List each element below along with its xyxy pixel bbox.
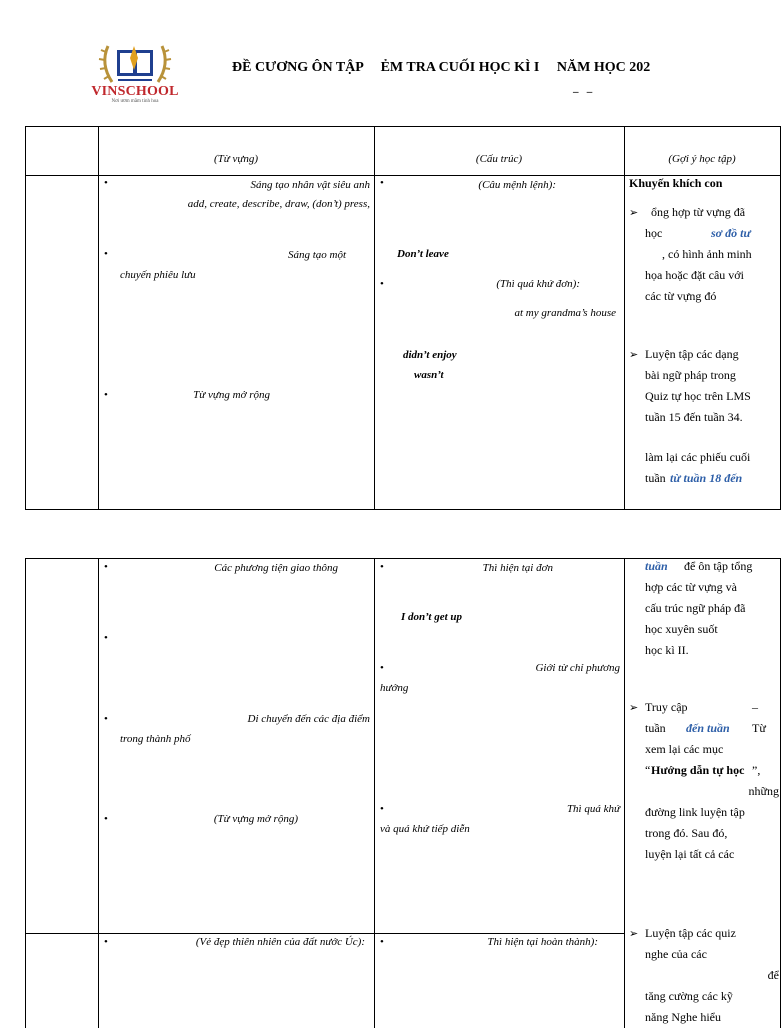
t1-tips-lms: Quiz tự học trên LMS [645,389,751,403]
t2-structure-present-simple: Thì hiện tại đơn [482,562,553,574]
t1-tips-line: bài ngữ pháp trong [645,368,736,382]
t1-vocab-words: add, create, describe, draw, (don’t) press, [187,198,370,210]
t1-structure-example-3: didn’t enjoy [403,349,457,361]
column-header-structure: (Cấu trúc) [475,153,523,165]
t2-tips-line: đường link luyện tập [645,805,745,819]
arrow-bullet-icon: ➢ [629,928,639,940]
bullet: • [104,561,108,573]
t2-tips-line: hợp các từ vựng và [645,580,737,594]
t1-tips-line: các từ vựng đó [645,289,717,303]
t2-tips-line: học xuyên suốt [645,622,718,636]
bullet: • [380,803,384,815]
logo-tagline: Nơi ươm mầm tinh hoa [111,99,159,104]
bullet: • [380,936,384,948]
bullet: • [104,813,108,825]
t2-structure-prepositions-cont: hướng [380,682,409,694]
t2-structure-present-perfect: Thì hiện tại hoàn thành): [487,936,598,948]
title-dashes: – – [573,86,593,98]
t1-structure-imperative: (Câu mệnh lệnh): [478,179,556,191]
t1-tips-week-range: từ tuần 18 đến [670,471,743,485]
t2-tips-line: để [767,968,779,982]
vinschool-logo [90,36,180,108]
t1-tips-line: , có hình ảnh minh [662,247,752,261]
t2-tips-line: để ôn tập tổng [684,559,753,573]
t1-structure-example-2: at my grandma’s house [514,307,616,319]
bullet: • [104,177,108,189]
t2-tips-week-link[interactable]: đến tuần [686,721,730,735]
t2-vocab-city-places: Di chuyển đến các địa điểm [247,713,370,725]
t2-vocab-extended: (Từ vựng mở rộng) [213,813,298,825]
t2-structure-prepositions: Giới từ chỉ phương [535,662,620,674]
column-header-vocab: (Từ vựng) [213,153,259,165]
arrow-bullet-icon: ➢ [629,207,639,219]
t1-tips-line: tuần [645,471,666,485]
t2-tips-line: cấu trúc ngữ pháp đã [645,601,746,615]
arrow-bullet-icon: ➢ [629,349,639,361]
t2-tips-self-study-guide: Hướng dẫn tự học [651,763,745,777]
t1-structure-past-simple: (Thì quá khứ đơn): [496,278,580,290]
t1-vocab-extended: Từ vựng mở rộng [193,389,270,401]
bullet: • [380,278,384,290]
t1-vocab-adventure: Sáng tạo một [287,249,346,261]
bullet: • [104,713,108,725]
t1-tips-line: tuần 15 đến tuần 34. [645,410,743,424]
arrow-bullet-icon: ➢ [629,702,639,714]
t2-tips-line: trong đó. Sau đó, [645,826,728,840]
t2-tips-line: năng Nghe hiểu [645,1010,721,1024]
bullet: • [104,389,108,401]
bullet: • [380,561,384,573]
t2-tips-access: Truy cập [645,700,688,714]
logo-brand: VINSCHOOL [91,84,179,99]
t1-tips-line: ổng hợp từ vựng đã [651,205,746,219]
bullet: • [104,632,108,644]
bullet: • [104,248,108,260]
t1-tips-mindmap: sơ đồ tư [711,226,751,240]
t2-tips-line: tuần [645,721,666,735]
t2-vocab-australia-nature: (Vẻ đẹp thiên nhiên của đất nước Úc): [195,936,365,948]
t2-vocab-city-places-cont: trong thành phố [120,733,191,745]
t2-tips-line: những [748,784,779,798]
t2-tips-line: Luyện tập các quiz [645,926,736,940]
bullet: • [380,177,384,189]
t2-tips-line: luyện lại tất cả các [645,847,735,861]
t2-tips-quote-open: “ [645,763,651,777]
t1-tips-heading: Khuyến khích con [629,176,723,190]
t1-tips-line: Luyện tập các dạng [645,347,739,361]
t1-tips-line: họa hoặc đặt câu với [645,268,744,282]
t1-structure-example-4: wasn’t [414,369,444,381]
t1-vocab-superhero: Sáng tạo nhân vật siêu anh [250,179,370,191]
t2-structure-example-1: I don’t get up [401,611,463,623]
t2-tips-line: xem lại các mục [645,742,724,756]
t2-tips-line: – Từ [752,700,766,735]
t2-structure-past-tenses: Thì quá khứ [566,803,620,815]
t2-tips-week: tuần [645,559,668,573]
document-title: ĐỀ CƯƠNG ÔN TẬP ẺM TRA CUỐI HỌC KÌ I NĂM HỌC 202 [232,60,651,75]
t2-structure-past-tenses-cont: và quá khứ tiếp diễn [380,823,470,835]
t2-tips-line: nghe của các [645,947,707,961]
t1-tips-line: làm lại các phiếu cuối [645,450,751,464]
t2-vocab-transport: Các phương tiện giao thông [214,562,338,574]
bullet: • [380,662,384,674]
bullet: • [104,936,108,948]
t2-tips-quote-close: ”, [752,763,761,777]
t1-tips-line: học [645,226,663,240]
t1-vocab-adventure-cont: chuyến phiêu lưu [120,269,196,281]
column-header-tips: (Gợi ý học tập) [668,153,736,165]
t2-tips-line: tăng cường các kỹ [645,989,733,1003]
t1-structure-example-1: Don’t leave [397,248,449,260]
t2-tips-line: học kì II. [645,643,689,657]
